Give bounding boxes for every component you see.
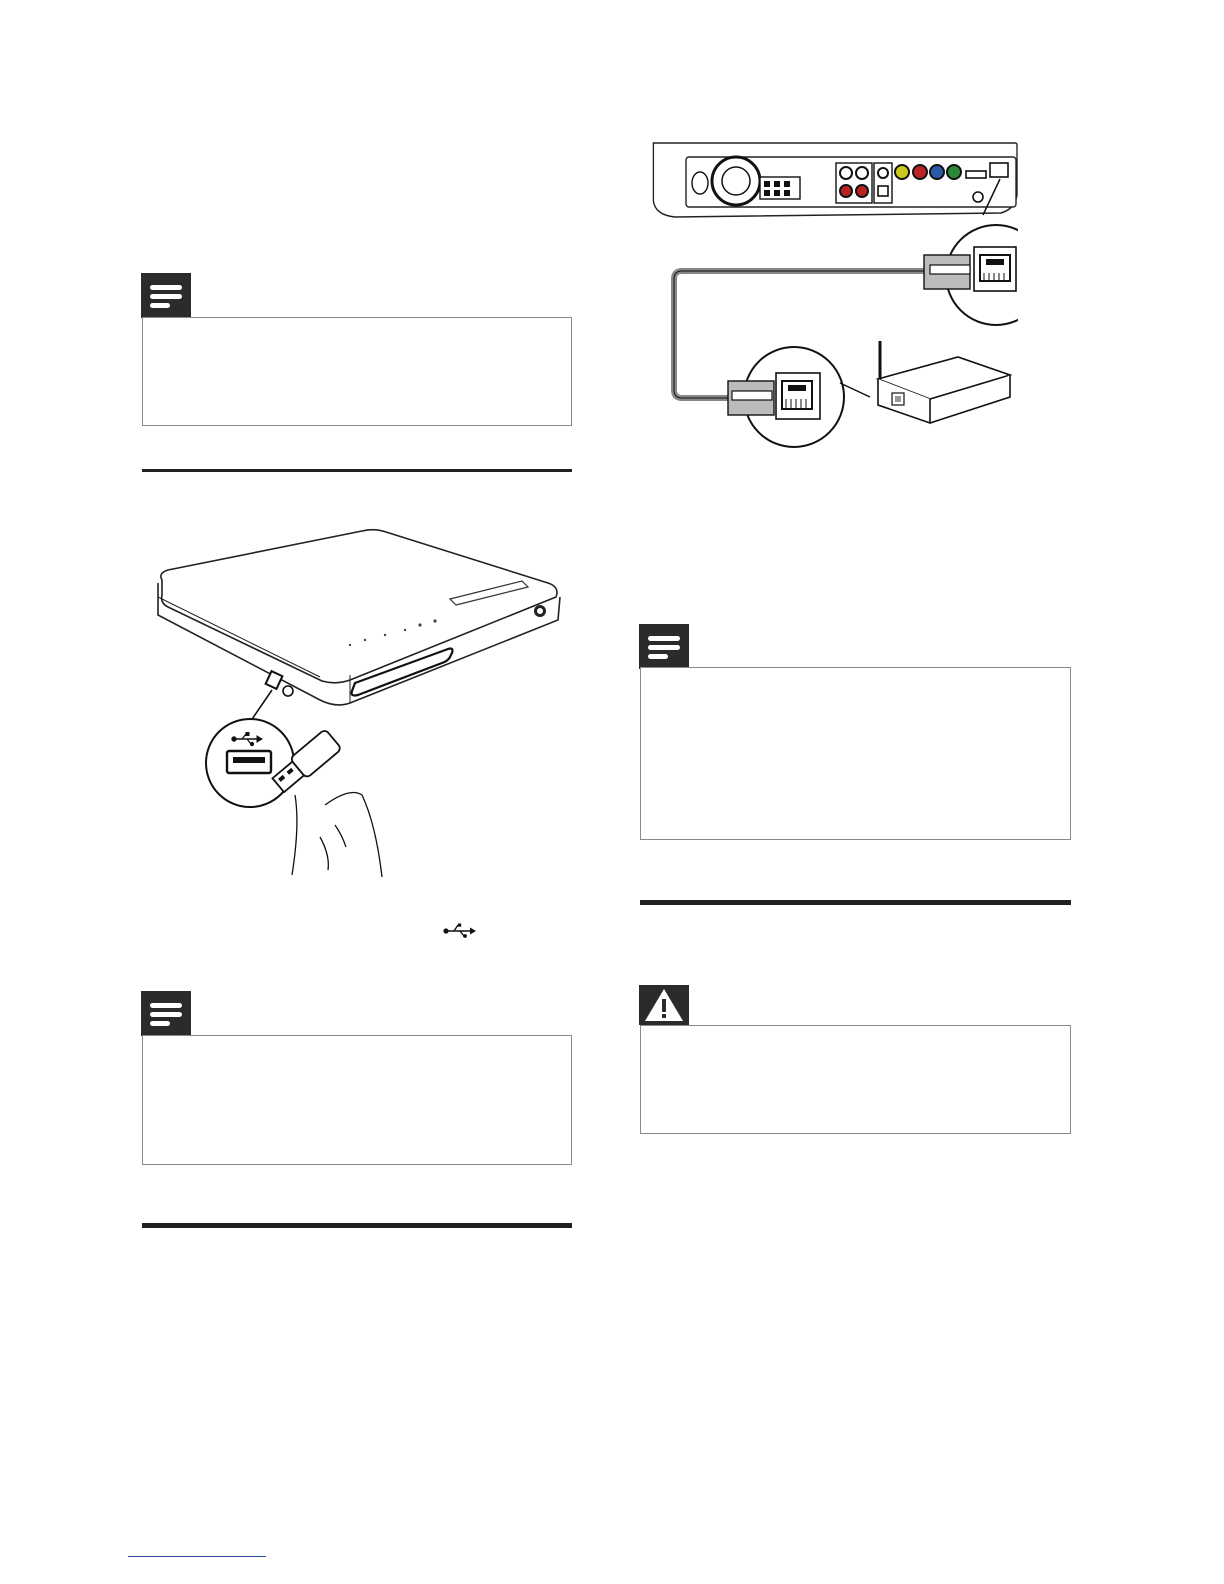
note-tab-1: [141, 273, 191, 318]
note-box-1: [142, 317, 572, 426]
note-tab-2: [141, 991, 191, 1036]
warning-box: [640, 1025, 1071, 1134]
section-rule-3: [640, 900, 1071, 905]
hand-illustration: [292, 793, 382, 877]
warning-icon: [639, 985, 689, 1025]
player-top-surface: [161, 530, 557, 683]
note-tab-3: [639, 624, 689, 669]
note-icon: [141, 991, 191, 1036]
usb-icon: [443, 921, 479, 941]
note-icon: [141, 273, 191, 318]
section-rule-2: [142, 1223, 572, 1228]
lan-port: [990, 163, 1008, 177]
usb-connection-illustration: [150, 525, 570, 880]
note-box-3: [640, 667, 1071, 840]
note-box-2: [142, 1035, 572, 1165]
footer-link-underline[interactable]: [128, 1556, 266, 1557]
note-icon: [639, 624, 689, 669]
network-connection-illustration: [648, 135, 1018, 455]
hdmi-port: [966, 171, 986, 178]
router-icon: [878, 341, 1010, 423]
section-rule-1: [142, 469, 572, 472]
front-usb-port: [266, 671, 283, 689]
warning-tab: [639, 985, 689, 1025]
